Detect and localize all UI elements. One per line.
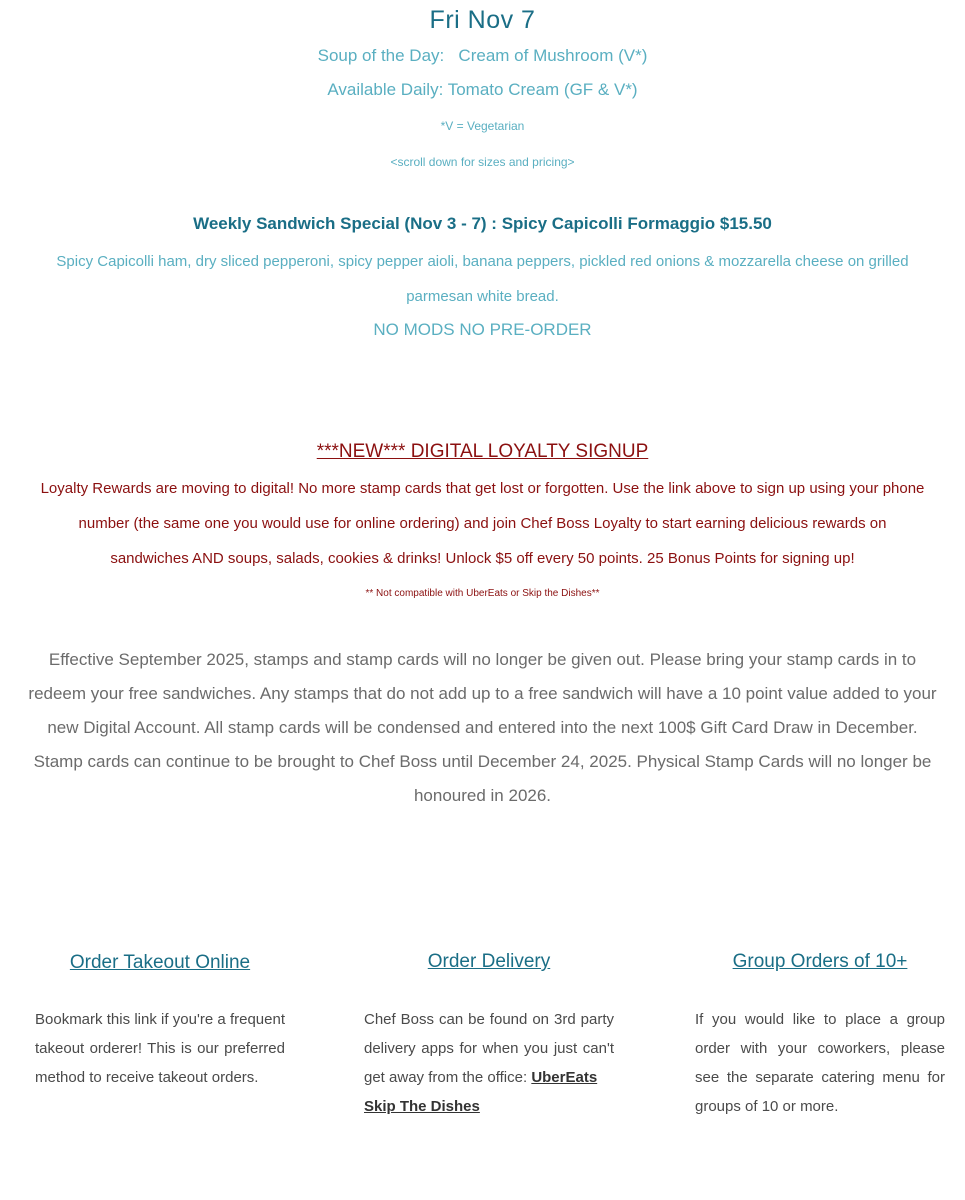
loyalty-signup-link[interactable]: ***NEW*** DIGITAL LOYALTY SIGNUP (316, 441, 649, 462)
ubereats-link[interactable]: UberEats (531, 1069, 598, 1086)
delivery-body-text: Chef Boss can be found on 3rd party delivery apps for when you just can't get away from the office: (364, 1011, 614, 1086)
loyalty-compat-note: ** Not compatible with UberEats or Skip the Dishes** (365, 588, 600, 599)
order-delivery-link[interactable]: Order Delivery (427, 951, 551, 972)
delivery-description (364, 1005, 614, 1121)
group-orders-description: If you would like to place a group order with your coworkers, please see the separate catering menu for groups of 10 or more. (695, 1011, 945, 1115)
takeout-description: Bookmark this link if you're a frequent takeout orderer! This is our preferred method to receive takeout orders. (35, 1011, 285, 1086)
weekly-special-title: Weekly Sandwich Special (Nov 3 - 7) : Spicy Capicolli Formaggio $15.50 (193, 214, 772, 233)
available-daily-soup: Available Daily: Tomato Cream (GF & V*) (327, 80, 638, 99)
stamp-card-notice: Effective September 2025, stamps and stamp cards will no longer be given out. Please bring your stamp cards in to redeem your free sandwiches. Any stamps that do not add up to a free sandwich will have a 10 point value added to your new Digital Account. All stamp cards will be condensed and entered into the next 100$ Gift Card Draw in December. Stamp cards can continue to be brought to Chef Boss until December 24, 2025. Physical Stamp Cards will no longer be honoured in 2026. (28, 650, 937, 805)
group-orders-link[interactable]: Group Orders of 10+ (732, 951, 908, 972)
skip-the-dishes-link[interactable]: Skip The Dishes (364, 1098, 480, 1115)
menu-date: Fri Nov 7 (429, 6, 536, 34)
no-mods-note: NO MODS NO PRE-ORDER (373, 320, 592, 339)
weekly-special-description: Spicy Capicolli ham, dry sliced pepperoni, spicy pepper aioli, banana peppers, pickled red onions & mozzarella cheese on grilled parmesan white bread. (56, 253, 909, 305)
loyalty-description: Loyalty Rewards are moving to digital! No more stamp cards that get lost or forgotten. Use the link above to sign up using your phone number (the same one you would use for online ordering) and join Chef Boss Loyalty to start earning delicious rewards on sandwiches AND soups, salads, cookies & drinks! Unlock $5 off every 50 points. 25 Bonus Points for signing up! (40, 480, 925, 567)
scroll-note: <scroll down for sizes and pricing> (390, 155, 575, 169)
order-takeout-link[interactable]: Order Takeout Online (69, 952, 251, 973)
soup-of-the-day: Soup of the Day: Cream of Mushroom (V*) (317, 46, 648, 65)
vegetarian-note: *V = Vegetarian (440, 119, 525, 133)
